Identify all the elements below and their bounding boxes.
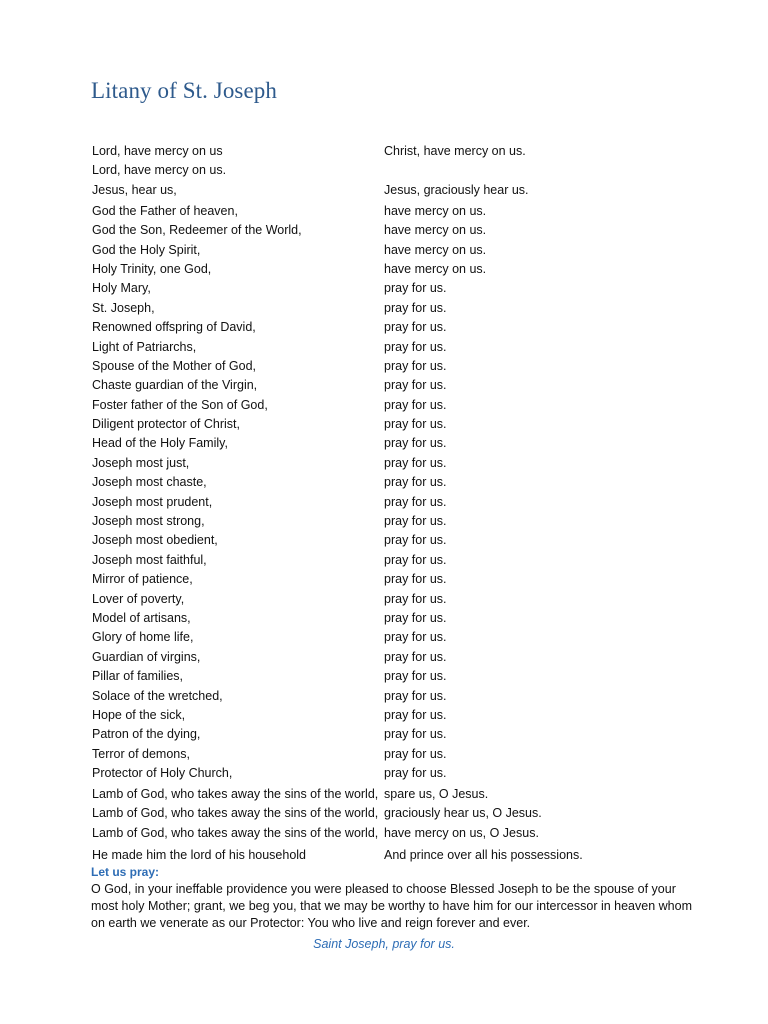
litany-row	[92, 531, 712, 550]
invocation: Joseph most chaste,	[92, 475, 207, 490]
invocation: He made him the lord of his household	[92, 848, 307, 863]
litany-row	[92, 376, 712, 395]
response: pray for us.	[384, 514, 447, 529]
response: pray for us.	[384, 591, 447, 606]
litany-row	[92, 725, 712, 744]
response: pray for us.	[384, 455, 447, 470]
litany-row	[92, 318, 712, 337]
litany-row	[92, 804, 712, 823]
invocation: Head of the Holy Family,	[92, 436, 228, 451]
response: pray for us.	[384, 320, 447, 335]
invocation: Joseph most strong,	[92, 514, 205, 529]
invocation: Lord, have mercy on us	[92, 144, 223, 158]
invocation: God the Father of heaven,	[92, 203, 238, 218]
page-title: Litany of St. Joseph	[91, 78, 277, 103]
litany-row	[92, 279, 712, 298]
litany-row	[92, 454, 712, 473]
invocation: Glory of home life,	[92, 630, 194, 645]
litany-row	[92, 396, 712, 415]
response: pray for us.	[384, 727, 447, 742]
invocation: Protector of Holy Church,	[92, 766, 233, 781]
invocation: Lamb of God, who takes away the sins of the world,	[92, 806, 379, 821]
litany-row	[92, 221, 712, 240]
response: pray for us.	[384, 610, 447, 625]
litany-row	[92, 299, 712, 318]
invocation: Pillar of families,	[92, 669, 183, 684]
invocation: Holy Trinity, one God,	[92, 261, 212, 276]
litany-row	[92, 570, 712, 589]
invocation: Lamb of God, who takes away the sins of the world,	[92, 787, 379, 802]
response: And prince over all his possessions.	[384, 848, 583, 863]
invocation: Terror of demons,	[92, 746, 190, 761]
litany-row	[92, 473, 712, 492]
invocation: Joseph most prudent,	[92, 494, 213, 509]
closing-prayer	[91, 864, 701, 932]
litany-row	[92, 241, 712, 260]
invocation: Guardian of virgins,	[92, 649, 201, 664]
response: pray for us.	[384, 494, 447, 509]
response: pray for us.	[384, 339, 447, 354]
response: pray for us.	[384, 300, 447, 315]
response: Jesus, graciously hear us.	[384, 182, 529, 197]
response: have mercy on us, O Jesus.	[384, 825, 539, 840]
litany-row	[92, 512, 712, 531]
response: Christ, have mercy on us.	[384, 144, 526, 158]
invocation: Spouse of the Mother of God,	[92, 358, 256, 373]
response: pray for us.	[384, 417, 447, 432]
response: pray for us.	[384, 281, 447, 296]
invocation: Joseph most just,	[92, 455, 190, 470]
litany-row	[92, 764, 712, 783]
invocation: Diligent protector of Christ,	[92, 417, 240, 432]
litany-row	[92, 202, 712, 221]
litany-row	[92, 667, 712, 686]
response: pray for us.	[384, 378, 447, 393]
invocation: Lord, have mercy on us.	[92, 163, 227, 178]
response: pray for us.	[384, 572, 447, 587]
litany-row	[92, 181, 712, 200]
closing-invocation: Saint Joseph, pray for us.	[313, 937, 455, 951]
response: spare us, O Jesus.	[384, 787, 489, 802]
litany-row	[92, 824, 712, 843]
litany-row	[92, 648, 712, 667]
invocation: Holy Mary,	[92, 281, 151, 296]
response: pray for us.	[384, 707, 447, 722]
litany-row	[92, 161, 712, 180]
response: pray for us.	[384, 533, 447, 548]
invocation: Mirror of patience,	[92, 572, 193, 587]
invocation: Joseph most faithful,	[92, 552, 207, 567]
invocation: Lamb of God, who takes away the sins of the world,	[92, 825, 379, 840]
invocation: Chaste guardian of the Virgin,	[92, 378, 258, 393]
invocation: St. Joseph,	[92, 300, 155, 315]
litany-row	[92, 551, 712, 570]
litany-row	[92, 628, 712, 647]
litany-row	[92, 357, 712, 376]
invocation: God the Son, Redeemer of the World,	[92, 223, 302, 238]
litany-row	[92, 590, 712, 609]
response: pray for us.	[384, 669, 447, 684]
litany-row	[92, 687, 712, 706]
invocation: Joseph most obedient,	[92, 533, 218, 548]
invocation: Lover of poverty,	[92, 591, 185, 606]
response: pray for us.	[384, 649, 447, 664]
litany-list	[92, 142, 712, 866]
let-us-pray-heading: Let us pray:	[91, 865, 160, 879]
litany-row	[92, 415, 712, 434]
response: pray for us.	[384, 358, 447, 373]
invocation: Jesus, hear us,	[92, 182, 177, 197]
invocation: Solace of the wretched,	[92, 688, 223, 703]
response: have mercy on us.	[384, 203, 487, 218]
response: pray for us.	[384, 475, 447, 490]
invocation: Light of Patriarchs,	[92, 339, 197, 354]
invocation: Model of artisans,	[92, 610, 191, 625]
litany-row	[92, 142, 712, 161]
response: pray for us.	[384, 688, 447, 703]
response: pray for us.	[384, 552, 447, 567]
response: have mercy on us.	[384, 261, 487, 276]
litany-row	[92, 785, 712, 804]
response: pray for us.	[384, 766, 447, 781]
invocation: Renowned offspring of David,	[92, 320, 256, 335]
litany-row	[92, 609, 712, 628]
response: pray for us.	[384, 630, 447, 645]
invocation: Hope of the sick,	[92, 707, 186, 722]
litany-row	[92, 260, 712, 279]
litany-row	[92, 493, 712, 512]
invocation: God the Holy Spirit,	[92, 242, 201, 257]
response: pray for us.	[384, 397, 447, 412]
invocation: Patron of the dying,	[92, 727, 201, 742]
prayer-text: O God, in your ineffable providence you were pleased to choose Blessed Joseph to be the spouse of your most holy Mother; grant, we beg you, that we may be worthy to have him for our intercessor in heaven whom on earth we venerate as our Protector: You who live and reign forever and ever.	[91, 882, 692, 930]
litany-row	[92, 706, 712, 725]
response: have mercy on us.	[384, 223, 487, 238]
litany-row	[92, 434, 712, 453]
response: pray for us.	[384, 746, 447, 761]
response: pray for us.	[384, 436, 447, 451]
response: graciously hear us, O Jesus.	[384, 806, 542, 821]
litany-row	[92, 745, 712, 764]
litany-row	[92, 338, 712, 357]
response: have mercy on us.	[384, 242, 487, 257]
invocation: Foster father of the Son of God,	[92, 397, 268, 412]
